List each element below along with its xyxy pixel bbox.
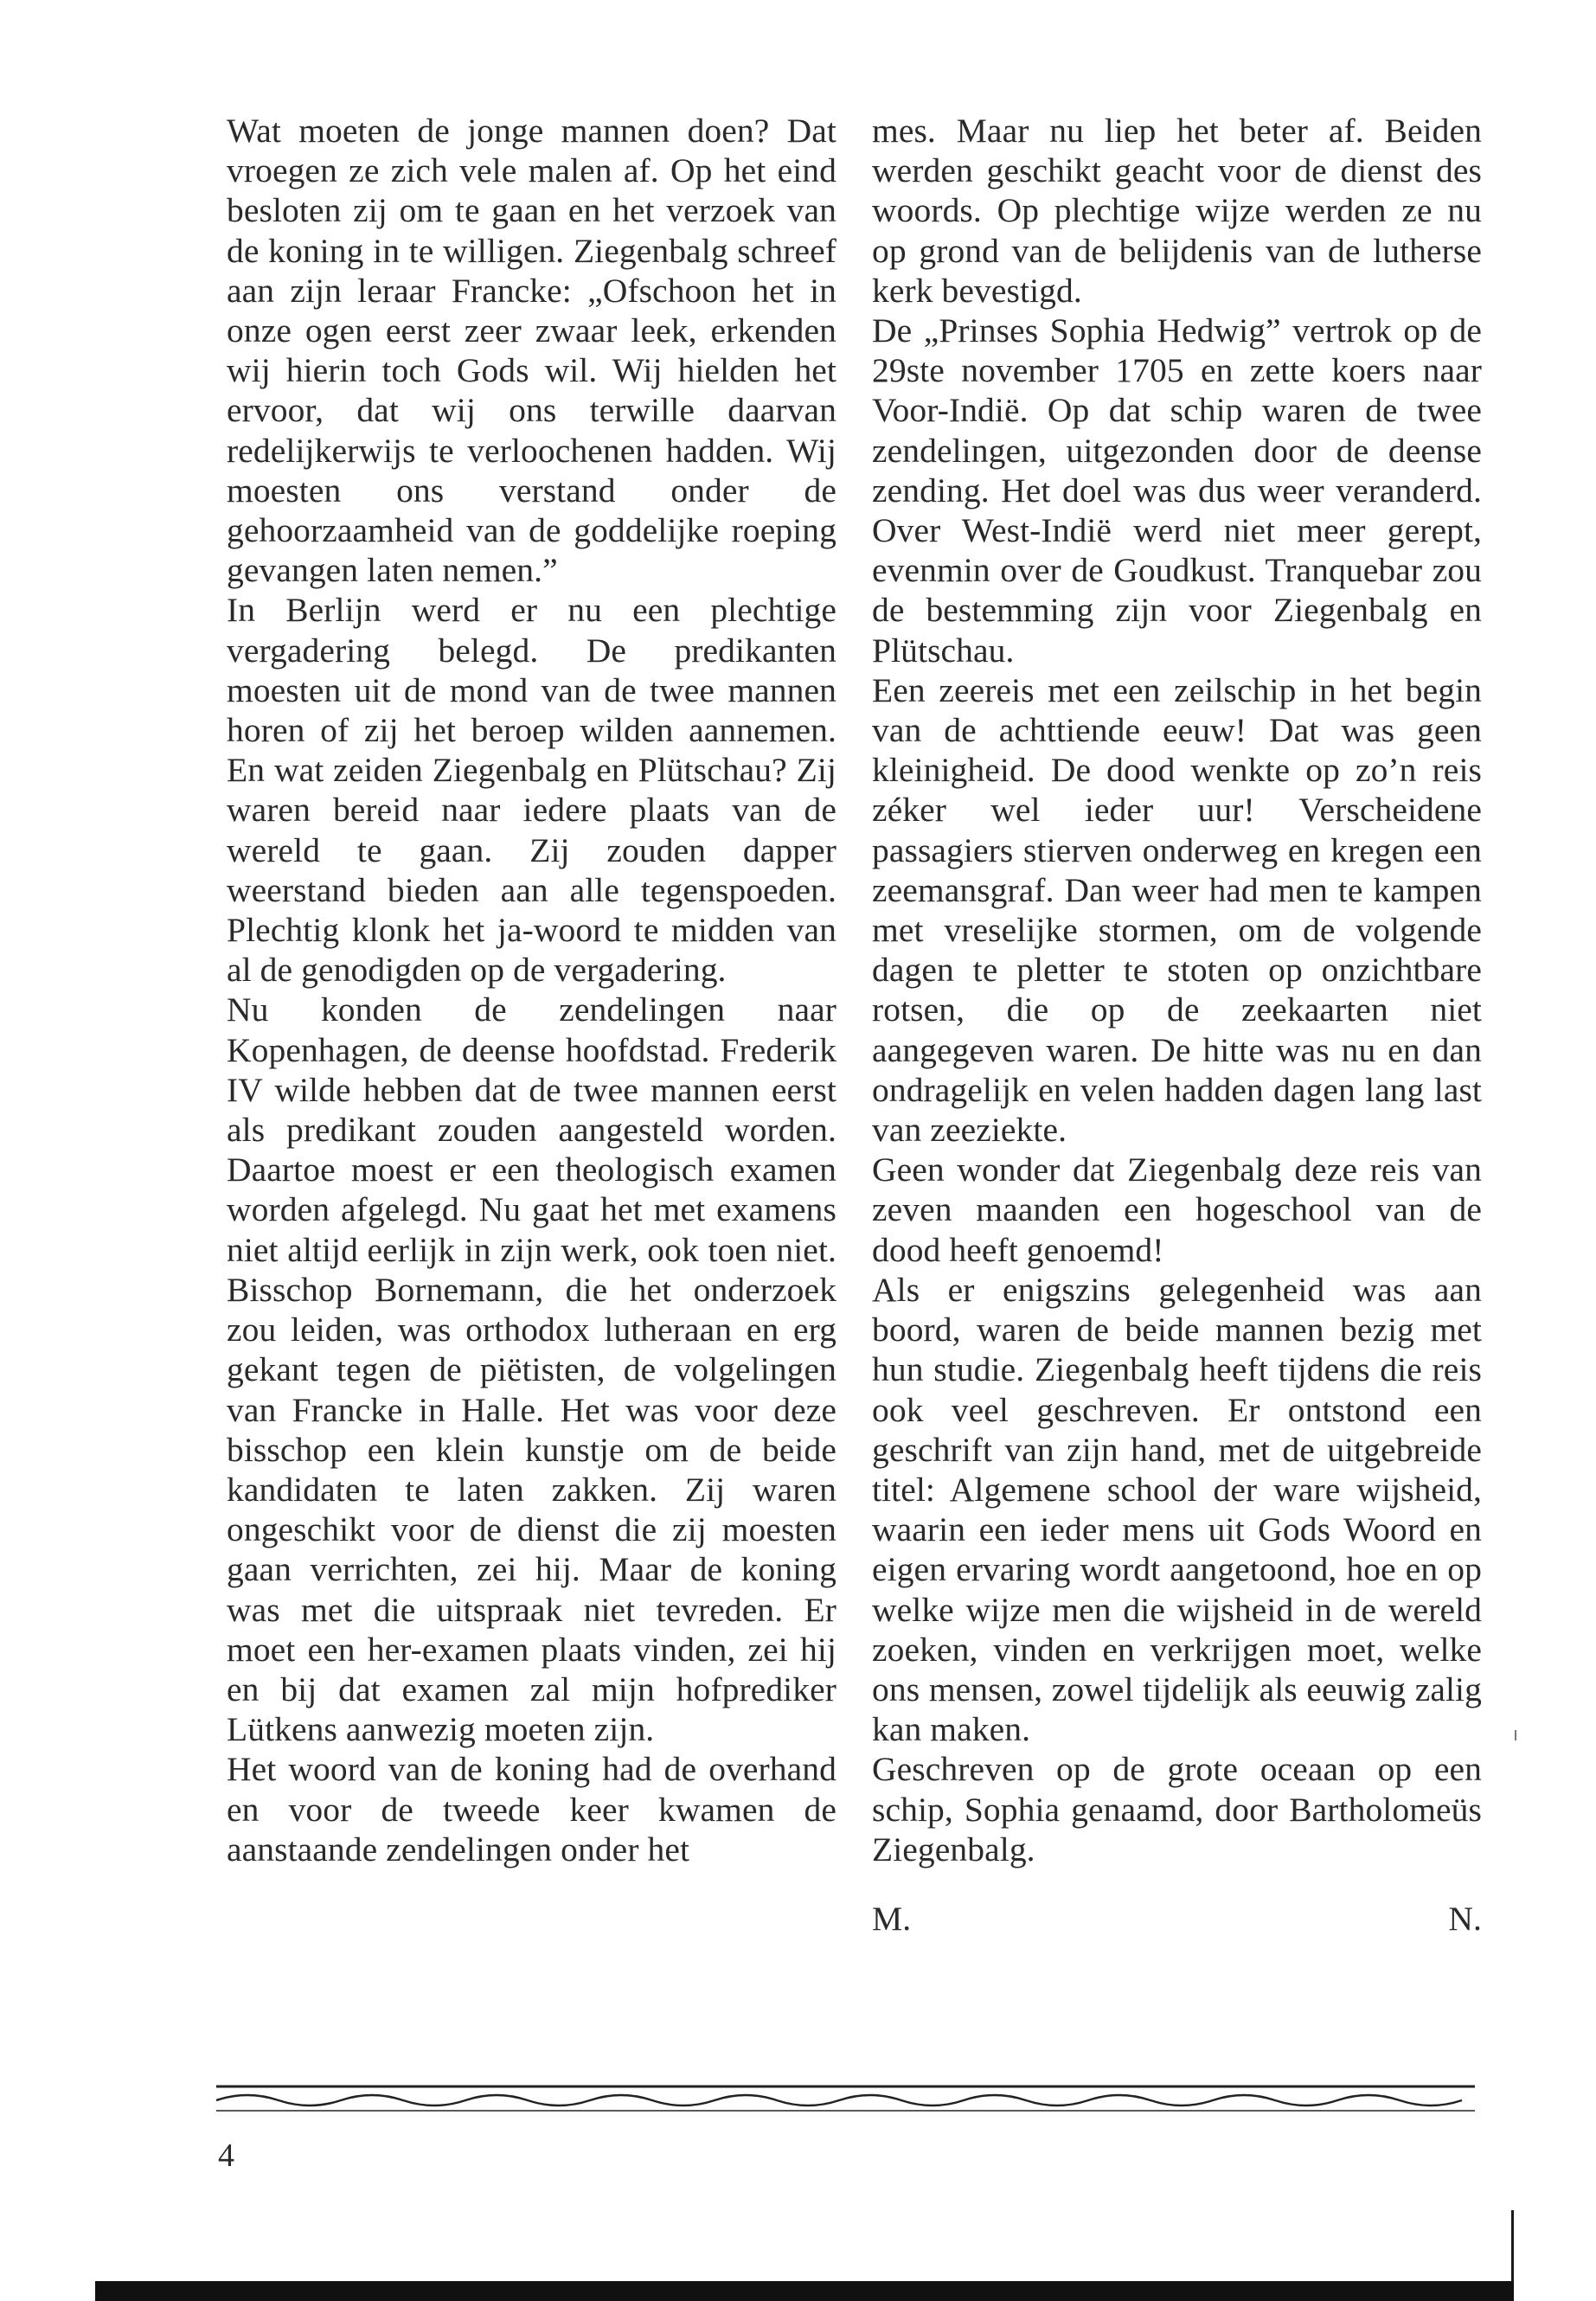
wave-rule-graphic [216, 2081, 1475, 2116]
right-column [872, 111, 1482, 1939]
paragraph: Het woord van de koning had de overhand en voor de tweede keer kwamen de aanstaande zendelingen onder het [227, 1750, 836, 1868]
paragraph: De „Prinses Sophia Hedwig” vertrok op de 29ste november 1705 en zette koers naar Voor-Indië. Op dat schip waren de twee zendelingen, uitgezonden door de deense zending. Het doel was dus weer veranderd. Over West-Indië werd niet meer gerept, evenmin over de Goudkust. Tranquebar zou de bestemming zijn voor Ziegenbalg en Plütschau. [872, 311, 1482, 670]
paragraph: Een zeereis met een zeilschip in het begin van de achttiende eeuw! Dat was geen kleinigheid. De dood wenkte op zo’n reis zéker wel ieder uur! Verscheidene passagiers stierven onderweg en kregen een zeemansgraf. Dan weer had men te kampen met vreselijke stormen, om de volgende dagen te pletter te stoten op onzichtbare rotsen, die op de zeekaarten niet aangegeven waren. De hitte was nu en dan ondragelijk en velen hadden dagen lang last van zeeziekte. [872, 670, 1482, 1150]
paragraph: Wat moeten de jonge mannen doen? Dat vroegen ze zich vele malen af. Op het eind besloten zij om te gaan en het verzoek van de koning in te willigen. Ziegenbalg schreef aan zijn leraar Francke: „Ofschoon het in onze ogen eerst zeer zwaar leek, erkenden wij hierin toch Gods wil. Wij hielden het ervoor, dat wij ons terwille daarvan redelijkerwijs te verloochenen hadden. Wij moesten ons verstand onder de gehoorzaamheid van de goddelijke roeping gevangen laten nemen.” [227, 112, 836, 590]
paragraph: Geen wonder dat Ziegenbalg deze reis van zeven maanden een hogeschool van de dood heeft genoemd! [872, 1150, 1482, 1269]
scan-speck [1515, 1730, 1516, 1740]
left-column [227, 111, 836, 1869]
paragraph: Als er enigszins gelegenheid was aan boord, waren de beide mannen bezig met hun studie. Ziegenbalg heeft tijdens die reis ook veel geschreven. Er ontstond een geschrift van zijn hand, met de uitgebreide titel: Algemene school der ware wijsheid, waarin een ieder mens uit Gods Woord en eigen ervaring wordt aangetoond, hoe en op welke wijze men die wijsheid in de wereld zoeken, vinden en verkrijgen moet, welke ons mensen, zowel tijdelijk als eeuwig zalig kan maken. [872, 1270, 1482, 1749]
paragraph: Geschreven op de grote oceaan op een schip, Sophia genaamd, door Bartholomeüs Ziegenbalg. [872, 1750, 1482, 1868]
page-number: 4 [218, 2138, 234, 2174]
paragraph: Nu konden de zendelingen naar Kopenhagen, de deense hoofdstad. Frederik IV wilde hebben dat de twee mannen eerst als predikant zouden aangesteld worden. Daartoe moest er een theologisch examen worden afgelegd. Nu gaat het met examens niet altijd eerlijk in zijn werk, ook toen niet. Bisschop Bornemann, die het onderzoek zou leiden, was orthodox lutheraan en erg gekant tegen de piëtisten, de volgelingen van Francke in Halle. Het was voor deze bisschop een klein kunstje om de beide kandidaten te laten zakken. Zij waren ongeschikt voor de dienst die zij moesten gaan verrichten, zei hij. Maar de koning was met die uitspraak niet tevreden. Er moet een her-examen plaats vinden, zei hij en bij dat examen zal mijn hofprediker Lütkens aanwezig moeten zijn. [227, 990, 836, 1749]
page-edge-mark [1511, 2210, 1514, 2281]
paragraph: In Berlijn werd er nu een plechtige vergadering belegd. De predikanten moesten uit de mond van de twee mannen horen of zij het beroep wilden aannemen. En wat zeiden Ziegenbalg en Plütschau? Zij waren bereid naar iedere plaats van de wereld te gaan. Zij zouden dapper weerstand bieden aan alle tegenspoeden. Plechtig klonk het ja-woord te midden van al de genodigden op de vergadering. [227, 591, 836, 990]
paragraph: mes. Maar nu liep het beter af. Beiden werden geschikt geacht voor de dienst des woords. Op plechtige wijze werden ze nu op grond van de belijdenis van de lutherse kerk bevestigd. [872, 112, 1482, 310]
initial-right: N. [1448, 1899, 1482, 1938]
author-initials [872, 1899, 1482, 1939]
initial-left: M. [872, 1899, 912, 1938]
scan-bottom-edge [95, 2281, 1514, 2301]
decorative-wave-rule [216, 2081, 1475, 2116]
